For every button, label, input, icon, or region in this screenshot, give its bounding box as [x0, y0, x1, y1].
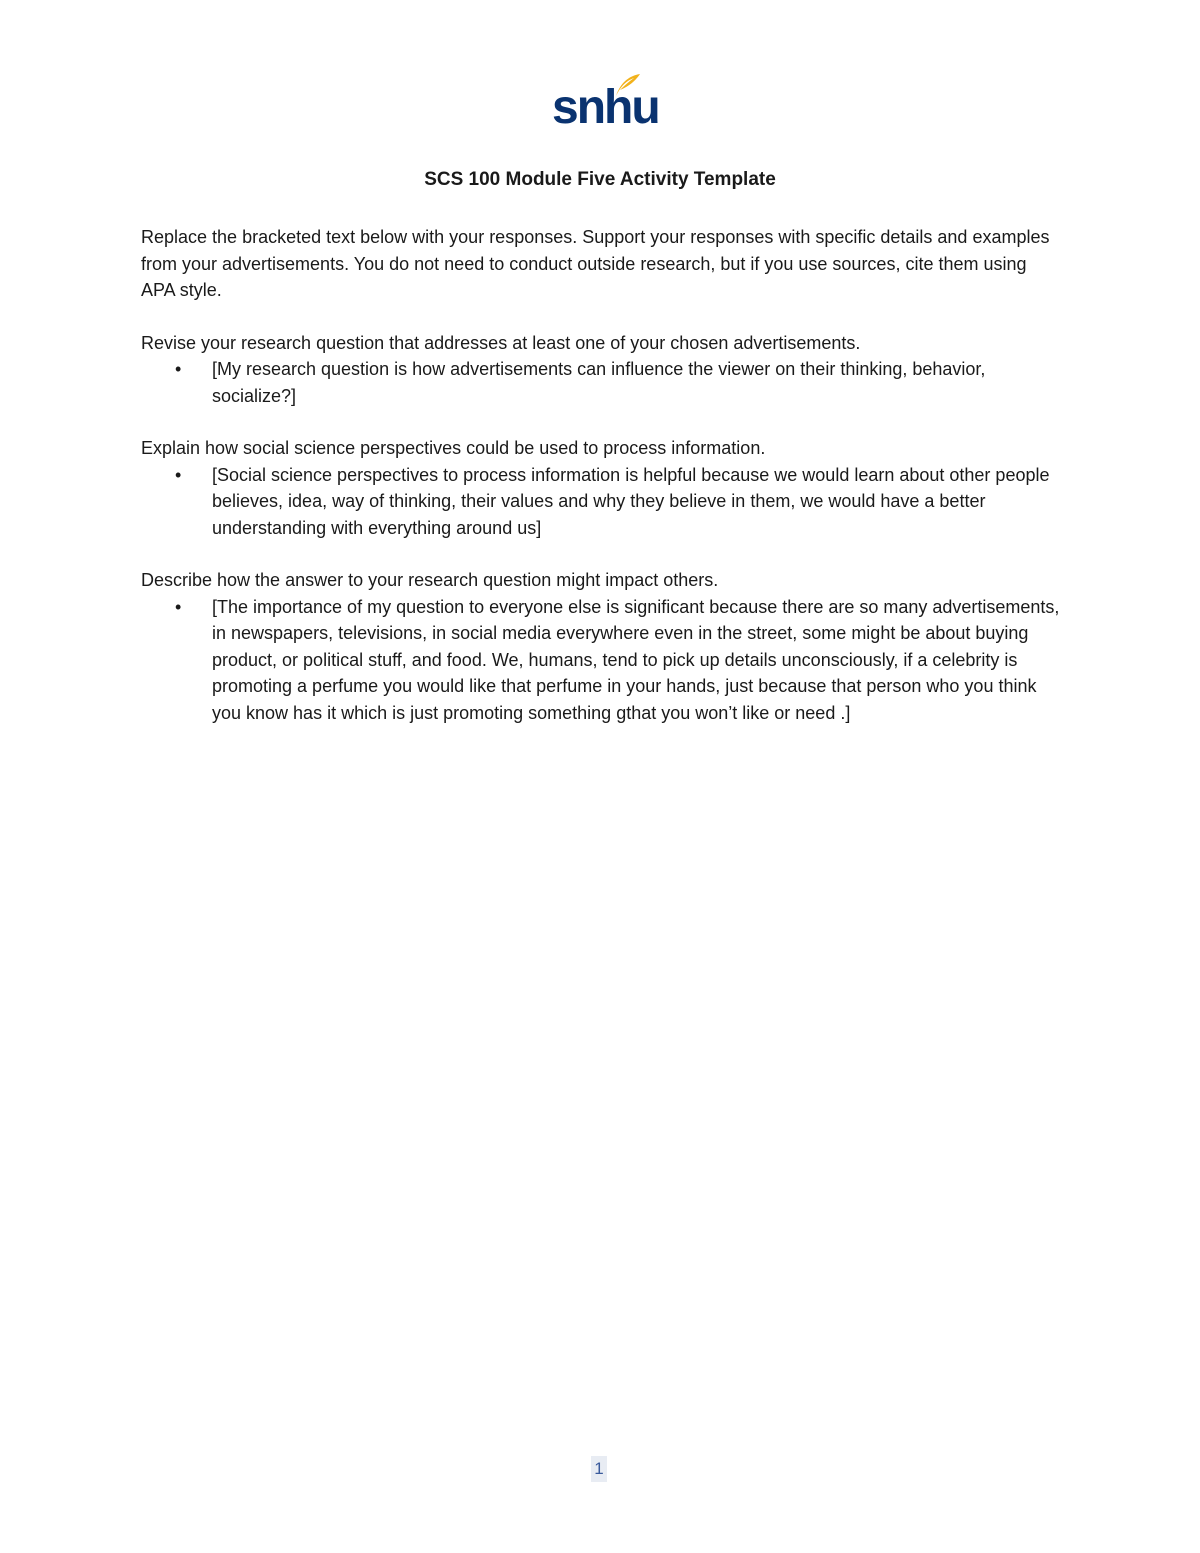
response-text: [The importance of my question to everyone else is significant because there are so many advertisements, in newspapers, televisions, in social media everywhere even in the street, some might be about buying product, or political stuff, and food. We, humans, tend to pick up details unconsciously, if a celebrity is promoting a perfume you would like that perfume in your hands, just because that person who you think you know has it which is just promoting something gthat you won’t like or need .]	[212, 596, 1060, 723]
section-prompt: Revise your research question that addresses at least one of your chosen advertisements.	[141, 332, 861, 353]
section-prompt: Describe how the answer to your research question might impact others.	[141, 570, 719, 590]
document-title: SCS 100 Module Five Activity Template	[424, 169, 776, 190]
section-research-question	[141, 330, 1061, 410]
intro-paragraph: Replace the bracketed text below with your responses. Support your responses with specific details and examples from your advertisements. You do not need to conduct outside research, but if you use sources, cite them using APA style.	[141, 227, 1050, 300]
section-social-science	[141, 435, 1061, 541]
response-bullet	[141, 594, 1061, 727]
document-body	[141, 224, 1061, 726]
response-text: [Social science perspectives to process information is helpful because we would learn about other people believes, idea, way of thinking, their values and why they believe in them, we would have a better understanding with everything around us]	[212, 464, 1050, 538]
response-bullet	[141, 356, 1061, 409]
bullet-icon: •	[175, 596, 182, 617]
section-impact	[141, 567, 1061, 726]
logo-wordmark: snhu	[552, 81, 659, 134]
snhu-logo	[552, 72, 659, 136]
bullet-icon: •	[175, 359, 182, 379]
section-prompt: Explain how social science perspectives could be used to process information.	[141, 438, 766, 458]
response-bullet	[141, 462, 1061, 542]
bullet-icon: •	[175, 464, 182, 485]
page-number: 1	[591, 1456, 607, 1482]
response-text: [My research question is how advertisements can influence the viewer on their thinking, behavior, socialize?]	[212, 359, 986, 406]
